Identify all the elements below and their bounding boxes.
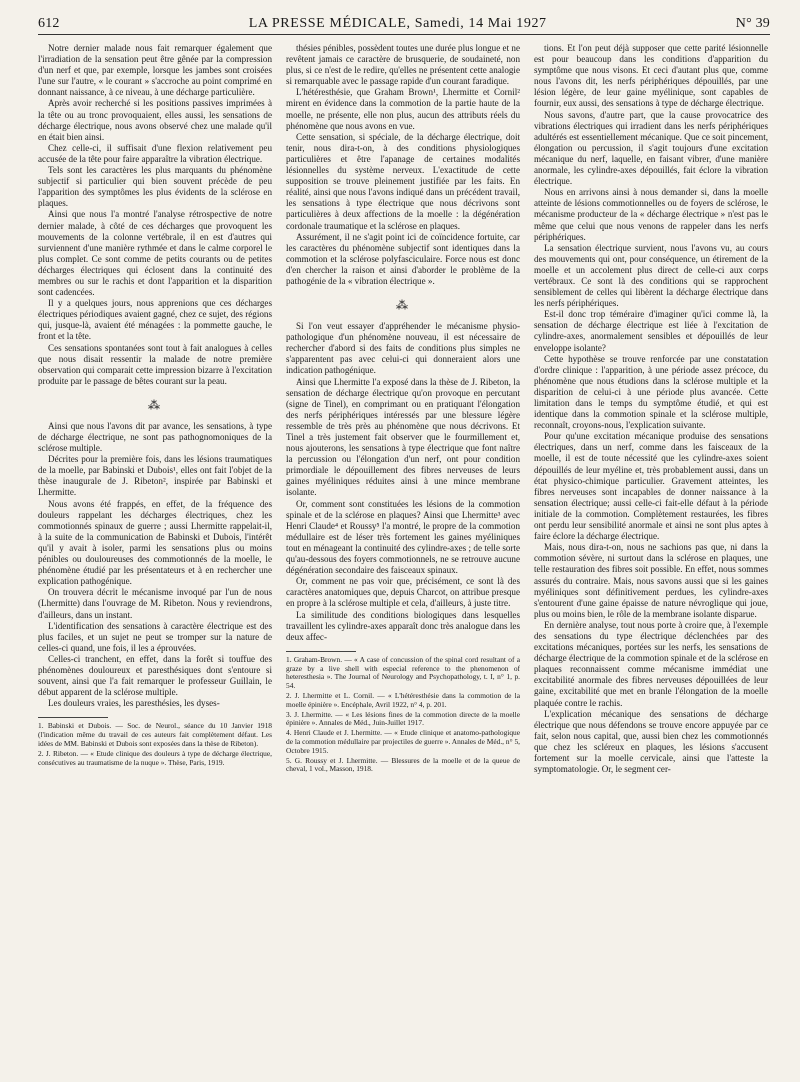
paragraph: L'hétéresthésie, que Graham Brown¹, Lhermitte et Cornil² mirent en évidence dans la commotion de la partie haute de la moelle, ne présente, elle non plus, aucun des attributs réels du phénomène que nous avons en vue. [286,87,520,131]
paragraph: Or, comment sont constituées les lésions de la commotion spinale et de la sclérose en plaques? Ainsi que Lhermitte³ avec Henri Claude⁴ et Roussy⁵ l'a montré, le propre de la commotion médullaire est de léser très fortement les gaines myéliniques tout en ménageant la continuité des cylindre-axes ; de telle sorte qu'au-dessous des foyers commotionnels, ne se retrouve aucune dégénération secondaire des faisceaux spinaux. [286,498,520,576]
paragraph: On trouvera décrit le mécanisme invoqué par l'un de nous (Lhermitte) dans l'ouvrage de M. Ribeton. Nous y reviendrons, d'ailleurs, dans un instant. [38,587,272,620]
column-3 [534,43,768,1073]
paragraph: Les douleurs vraies, les paresthésies, les dyses- [48,698,220,709]
footnote: 2. J. Ribeton. — « Etude clinique des douleurs à type de décharge électrique, consécutives au traumatisme de la nuque ». Thèse, Paris, 1919. [38,748,272,767]
paragraph: thésies pénibles, possèdent toutes une durée plus longue et ne revêtent jamais ce caractère de brusquerie, de soudaineté, non plus, si ce n'est de le redire, qu'elles ne présentent cette analogie si remarquable avec le passage rapide d'un courant faradique. [286,43,520,87]
footnote-rule [286,651,356,652]
paragraph: Mais, nous dira-t-on, nous ne sachions pas que, ni dans la commotion sévère, ni surtout dans la sclérose en plaques, une telle restauration des fibres soit possible. En effet, nous sommes assurés du contraire. Mais, nous savons aussi que si les gaines myéliniques sont définitivement perdues, les cylindre-axes s'entourent d'une gaine épaisse de nature névroglique qui joue, plus ou moins bien, le rôle de la membrane isolante disparue. [534,542,768,619]
issue-number: N° 39 [735,16,770,31]
paragraph: Celles-ci tranchent, en effet, dans la forêt si touffue des phénomènes douloureux et paresthésiques dont s'entoure si souvent, ainsi que l'a fait remarquer le professeur Guillain, le début apparent de la sclérose multiple. [38,653,272,698]
paragraph: Nous savons, d'autre part, que la cause provocatrice des vibrations électriques qui irradient dans les nerfs périphériques adultérés est essentiellement mécanique. Que ce soit pincement, élongation ou percussion, il s'agit toujours d'une excitation mécanique du nerf, laquelle, en faisant vibrer, d'une manière anormale, les cylindre-axes dépouillés, fait éclore la vibration électrique. [534,109,768,187]
page-number: 612 [38,16,60,31]
paragraph: Décrites pour la première fois, dans les lésions traumatiques de la moelle, par Babinski et Dubois¹, elles ont fait l'objet de la thèse inaugurale de J. Ribeton², inspirée par Babinski et Lhermitte. [38,454,272,498]
paragraph: Nous en arrivons ainsi à nous demander si, dans la moelle atteinte de lésions commotionnelles ou de foyers de sclérose, le mécanisme producteur de la « décharge électrique » n'est pas le même que celui que nous venons de rappeler dans les nerfs périphériques. [534,187,768,242]
section-separator: ⁂ [396,298,410,313]
paragraph: Or, comment ne pas voir que, précisément, ce sont là des caractères anatomiques que, depuis Charcot, on attribue presque en propre à la sclérose multiple et cela, d'ailleurs, à juste titre. [286,576,520,609]
paragraph: L'explication mécanique des sensations de décharge électrique que nous défendons se trouve encore appuyée par ce fait, selon nous capital, que, aussi bien chez les commotionnés que chez les scléreux en plaques, les lésions s'accusent fortement sur la moelle cervicale, ainsi que l'atteste la symptomatologie. Or, le segment cer- [534,708,768,775]
paragraph: En dernière analyse, tout nous porte à croire que, à l'exemple des sensations du type électrique déclenchées par des excitations mécaniques, portées sur les nerfs, les sensations de décharge électrique de la commotion spinale et de la sclérose en plaques reconnaissent comme mécanisme immédiat une excitabilité anormale des fibres nerveuses dépouillées de leur gaine, excitabilité que met en branle l'élongation de la moelle plaquée contre le rachis. [534,619,768,708]
section-separator: ⁂ [148,397,162,412]
journal-title: LA PRESSE MÉDICALE, Samedi, 14 Mai 1927 [248,16,547,31]
footnote: 3. J. Lhermitte. — « Les lésions fines de la commotion directe de la moelle épinière ». Annales de Méd., Juin-Juillet 1917. [286,709,520,728]
paragraph: La sensation électrique survient, nous l'avons vu, au cours des mouvements qui ont, pour conséquence, un étirement de la moelle et un accolement plus direct de celle-ci aux corps vertébraux. Ce sont là des conditions qui se rapprochent sensiblement de celles qui libèrent la décharge électrique dans les nerfs périphériques. [534,242,768,309]
paragraph: Cette hypothèse se trouve renforcée par une constatation d'ordre clinique : l'apparition, à une période assez précoce, du phénomène que nous étudions dans la sclérose multiple et la disparition de celui-ci à une période plus avancée. Cette limitation dans le temps du symptôme étudié, et qui est identique dans la commotion spinale et la sclérose multiple, reconnaît, croyons-nous, l'explication suivante. [534,353,768,431]
paragraph: Assurément, il ne s'agit point ici de coïncidence fortuite, car les caractères du phénomène subjectif sont identiques dans la commotion et la sclérose polyfasciculaire. Force nous est donc d'en chercher la raison et ainsi d'aborder le problème de la pathogénie de la « vibration électrique ». [286,231,520,286]
footnote: 4. Henri Claude et J. Lhermitte. — « Etude clinique et anatomo-pathologique de la commotion médullaire par projectiles de guerre ». Annales de Méd., n° 5, Octobre 1915. [286,728,520,755]
paragraph: Cette sensation, si spéciale, de la décharge électrique, doit tenir, nous dira-t-on, à des conditions physiologiques particulières et être l'apanage de certaines modalités lésionnelles du système nerveux. L'exactitude de cette supposition se trouve pleinement justifiée par les faits. En réalité, ainsi que nous l'avons indiqué dans un précédent travail, les sensations à type électrique que nous décrivons sont particulières à deux affections de la moelle : la dégénération cordonale traumatique et la sclérose en plaques. [286,131,520,231]
paragraph: Si l'on veut essayer d'appréhender le mécanisme physio-pathologique d'un phénomène nouveau, il est nécessaire de rechercher d'abord si des faits de conditions plus simples ne s'apparentent pas avec celui-ci qui donneraient alors une indication pathogénique. [286,321,520,376]
paragraph: tions. Et l'on peut déjà supposer que cette parité lésionnelle est pour beaucoup dans les conditions d'apparition du symptôme que nous visons. Et ceci d'autant plus que, comme nous l'avons dit, les nerfs périphériques dépouillés, par une lésion légère, de leur gaine myélinique, sont capables de fournir, eux aussi, des sensations à type de décharge électrique. [534,43,768,109]
column-2 [286,43,520,1073]
running-header [38,16,770,35]
footnote: 1. Graham-Brown. — « A case of concussion of the spinal cord resultant of a graze by a live shell with especial reference to the phenomenon of heteresthesia ». The Journal of Neurology and Psychopathology, t. I, n° 1, p. 54. [286,654,520,691]
paragraph: Ainsi que nous l'a montré l'analyse rétrospective de notre dernier malade, à côté de ces décharges que provoquent les mouvements de la colonne vertébrale, il en est d'autres qui surviennent d'une manière rythmée et dans le calme corporel le plus complet. Ce sont comme de petits courants ou de petites décharges électriques qui éclosent dans la continuité des membres ou sur le rachis et dont l'apparition et la disparition sont cadencées. [38,209,272,298]
paragraph: Il y a quelques jours, nous apprenions que ces décharges électriques périodiques avaient gagné, chez ce sujet, des régions qui, jusque-là, avaient été ménagées : la pommette gauche, le front et la tête. [38,298,272,342]
paragraph: Après avoir recherché si les positions passives imprimées à la tête ou au tronc provoquaient, elles aussi, les sensations de décharge électrique, nous avons observé chez une malade qu'il en était bien ainsi. [38,98,272,142]
paragraph: Ainsi que Lhermitte l'a exposé dans la thèse de J. Ribeton, la sensation de décharge électrique qu'on provoque en percutant (signe de Tinel), en comprimant ou en pratiquant l'élongation des nerfs périphériques intéressés par une blessure légère ressemble de très près au phénomène que nous décrivons. Et Tinel a très justement fait observer que le fourmillement et, nous ajouterons, les sensations à type électrique que font naître la percussion ou l'élongation d'un nerf, ont pour condition primordiale le dépouillement des fibres nerveuses de leurs gaines myéliniques réduites ainsi à une mince membrane isolante. [286,376,520,498]
paragraph: Notre dernier malade nous fait remarquer également que l'irradiation de la sensation peut être gênée par la compression d'un nerf et que, par exemple, lorsque les jambes sont croisées l'une sur l'autre, « le courant » s'accroche au point comprimé en donnant naissance, à ce niveau, à une décharge particulière. [38,43,272,98]
paragraph: Ainsi que nous l'avons dit par avance, les sensations, à type de décharge électrique, ne sont pas pathognomoniques de la sclérose multiple. [38,420,272,454]
footnote-rule [38,717,108,718]
footnote: 2. J. Lhermitte et L. Cornil. — « L'hétéresthésie dans la commotion de la moelle épinière ». Encéphale, Avril 1922, n° 4, p. 201. [286,690,520,709]
paragraph: Ces sensations spontanées sont tout à fait analogues à celles que nous disait ressentir la malade de notre première observation qui comparait cette impression bizarre à l'excitation produite par le passage de bêtes courant sur la peau. [38,342,272,386]
footnote: 5. G. Roussy et J. Lhermitte. — Blessures de la moelle et de la queue de cheval, 1 vol., Masson, 1918. [286,755,520,774]
paragraph: La similitude des conditions biologiques dans lesquelles travaillent les cylindre-axes apparaît donc très analogue dans les deux affec- [286,609,520,642]
paragraph: L'identification des sensations à caractère électrique est des plus faciles, et un sujet ne peut se tromper sur la nature de celles-ci quand, une fois, il les a éprouvées. [38,620,272,653]
paragraph: Est-il donc trop téméraire d'imaginer qu'ici comme là, la sensation de décharge électrique est liée à l'excitation de cylindre-axes, anormalement sensibles et dépouillés de leur enveloppe isolante? [534,309,768,353]
paragraph: Chez celle-ci, il suffisait d'une flexion relativement peu accusée de la tête pour faire apparaître la vibration électrique. [38,142,272,164]
paragraph: Nous avons été frappés, en effet, de la fréquence des douleurs rappelant les décharges électriques, chez les commotionnés spinaux de guerre ; aussi Lhermitte rappelait-il, à la suite de la communication de Babinski et Dubois, l'intérêt qu'il y avait à isoler, parmi les sensations plus ou moins pénibles ou douloureuses des commotionnés de la moelle, le phénomène étudié par les présentateurs et à en rechercher une explication pathogénique. [38,498,272,587]
footnote: 1. Babinski et Dubois. — Soc. de Neurol., séance du 10 Janvier 1918 (l'indication même du travail de ces auteurs fait complètement défaut. Les idées de MM. Babinski et Dubois sont exposées dans la thèse de Ribeton). [38,721,272,748]
column-1 [38,43,272,1073]
paragraph: Tels sont les caractères les plus marquants du phénomène subjectif si particulier qui bien souvent précède de peu l'apparition des symptômes les plus évidents de la sclérose en plaques. [38,165,272,209]
paragraph: Pour qu'une excitation mécanique produise des sensations électriques, dans un nerf, comme dans les faisceaux de la moelle, il est de toute nécessité que les cylindre-axes soient dépouillés de leur myéline et, très probablement aussi, dans un état physico-chimique particulier. Gravement atteintes, les fibres nerveuses sont incapables de donner naissance à la sensation électrique; aussi celle-ci fait-elle défaut à la période initiale de la commotion. Complètement restaurées, les fibres ont perdu leur sensibilité anormale et ainsi ne sont plus aptes à faire éclore la décharge électrique. [534,431,768,542]
